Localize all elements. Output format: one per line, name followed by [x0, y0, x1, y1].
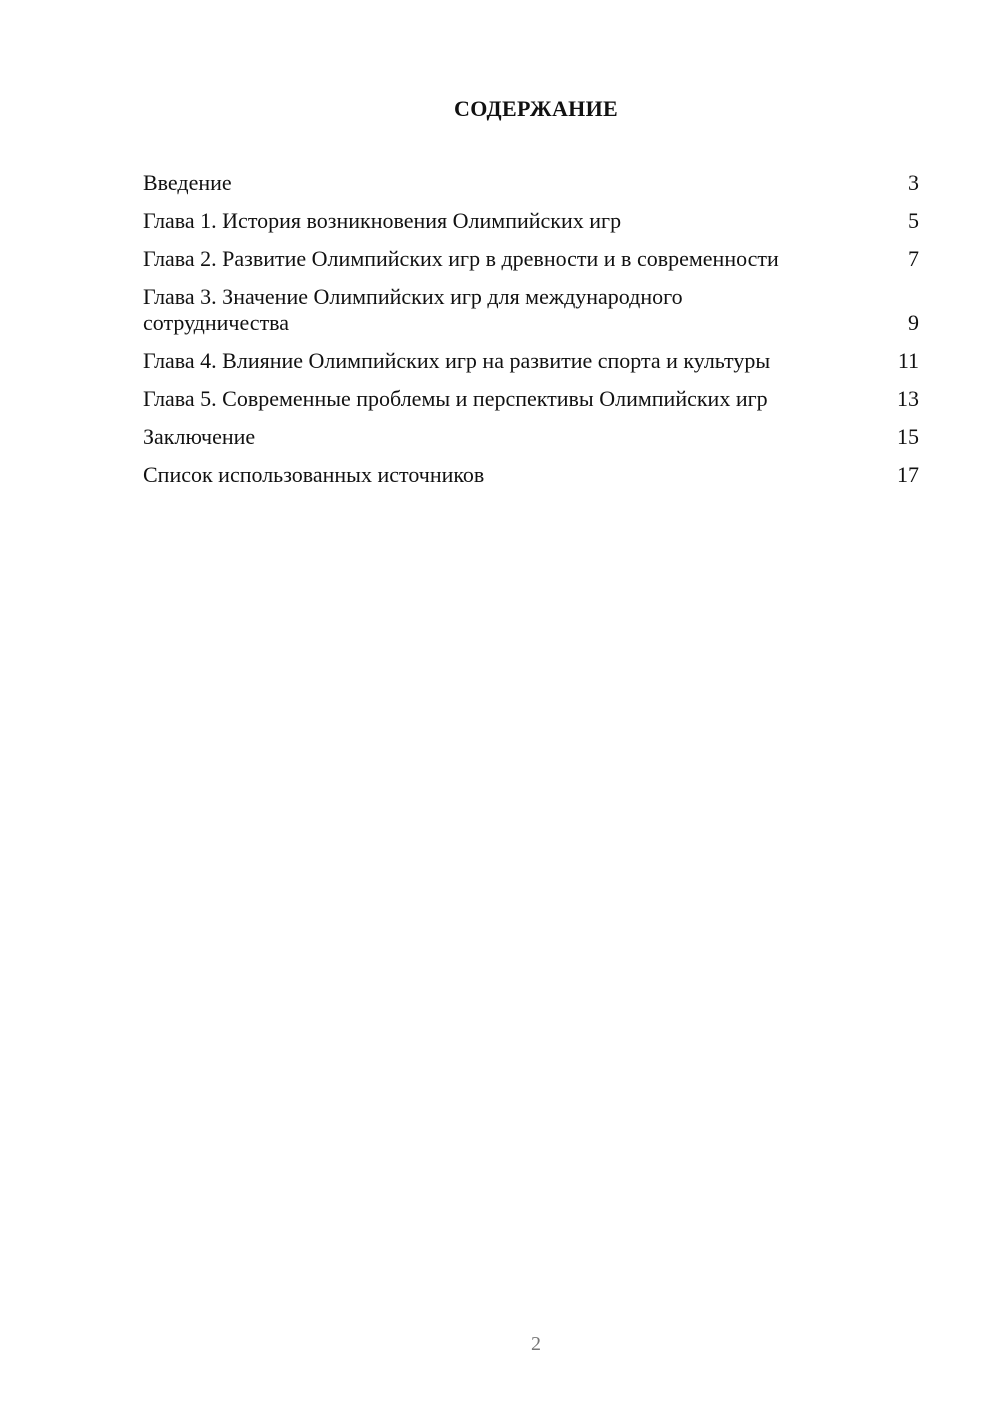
page-title: СОДЕРЖАНИЕ — [454, 96, 618, 121]
toc-entry-references — [143, 462, 919, 488]
toc-entry-label: Глава 2. Развитие Олимпийских игр в древности и в современности — [143, 246, 779, 271]
toc-entry-page: 5 — [908, 208, 919, 233]
toc-entry-conclusion — [143, 424, 919, 450]
toc-entry-label: Глава 4. Влияние Олимпийских игр на развитие спорта и культуры — [143, 348, 771, 373]
toc-entry-label: Введение — [143, 170, 232, 195]
toc-entry-label: Глава 1. История возникновения Олимпийских игр — [143, 208, 622, 233]
toc-entry-label: Глава 5. Современные проблемы и перспективы Олимпийских игр — [143, 386, 768, 411]
toc-entry-chapter-5 — [143, 386, 919, 412]
toc-entry-label: Глава 3. Значение Олимпийских игр для международного сотрудничества — [143, 284, 683, 335]
toc-entry-page: 11 — [897, 348, 919, 373]
page-number: 2 — [531, 1333, 541, 1355]
toc-entry-chapter-1 — [143, 208, 919, 234]
toc-entry-chapter-2 — [143, 246, 919, 272]
toc-entry-label: Список использованных источников — [143, 462, 485, 487]
toc-entry-page: 9 — [908, 310, 919, 335]
toc-entry-page: 3 — [908, 170, 919, 195]
toc-entry-chapter-4 — [143, 348, 919, 374]
toc-entry-chapter-3 — [143, 284, 919, 336]
toc-entry-page: 7 — [908, 246, 919, 271]
table-of-contents — [143, 170, 919, 500]
toc-entry-introduction — [143, 170, 919, 196]
toc-entry-page: 15 — [897, 424, 919, 449]
toc-entry-page: 17 — [897, 462, 919, 487]
toc-entry-label: Заключение — [143, 424, 256, 449]
toc-entry-page: 13 — [897, 386, 919, 411]
